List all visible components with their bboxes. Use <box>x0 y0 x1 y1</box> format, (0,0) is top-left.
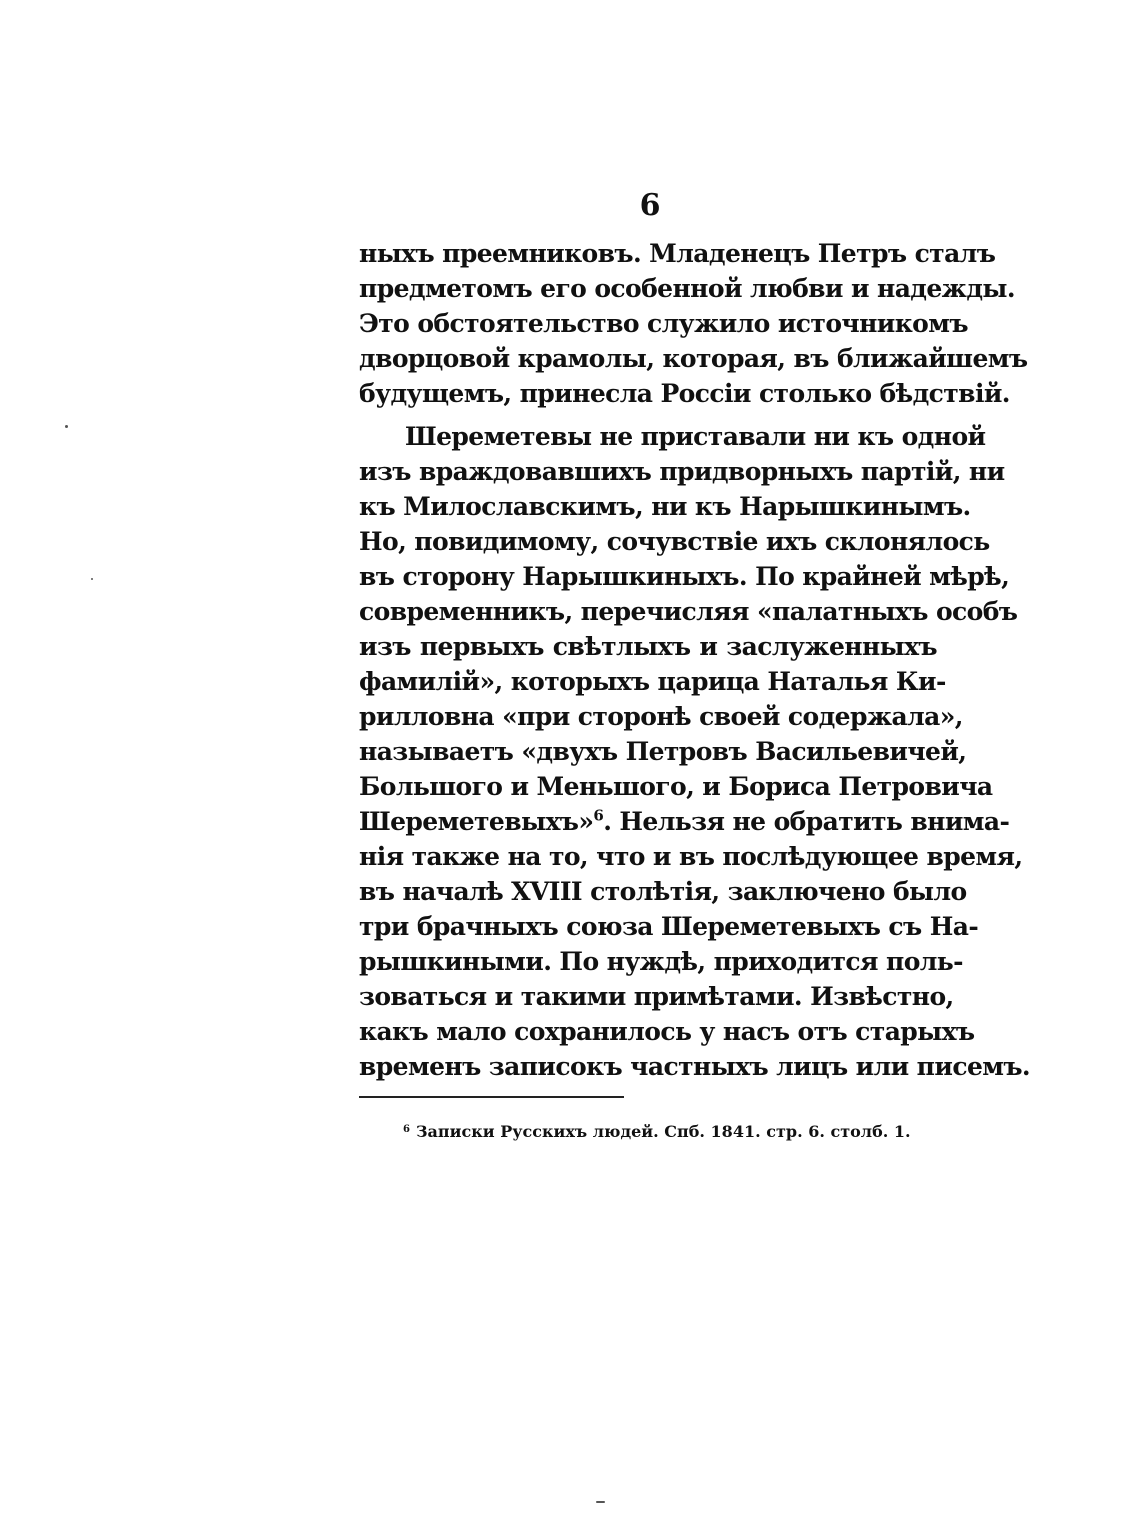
text-line: какъ мало сохранилось у насъ отъ старыхъ <box>359 1017 975 1046</box>
footnote-marker: 6 <box>403 1124 410 1135</box>
text-line: Шереметевы не приставали ни къ одной <box>405 422 986 451</box>
text-line: Большого и Меньшого, и Бориса Петровича <box>359 772 993 801</box>
text-line: называетъ «двухъ Петровъ Васильевичей, <box>359 737 967 766</box>
text-line: къ Милославскимъ, ни къ Нарышкинымъ. <box>359 492 971 521</box>
text-line: предметомъ его особенной любви и надежды. <box>359 274 1015 303</box>
text-line: изъ враждовавшихъ придворныхъ партій, ни <box>359 457 1005 486</box>
text-line: дворцовой крамолы, которая, въ ближайшемъ <box>359 344 1028 373</box>
text-line: ныхъ преемниковъ. Младенецъ Петръ сталъ <box>359 239 996 268</box>
text-line: Это обстоятельство служило источникомъ <box>359 309 968 338</box>
text-line: будущемъ, принесла Россіи столько бѣдствій. <box>359 379 1010 408</box>
text-line: рилловна «при сторонѣ своей содержала», <box>359 702 963 731</box>
text-line: изъ первыхъ свѣтлыхъ и заслуженныхъ <box>359 632 937 661</box>
footnote-divider <box>359 1096 624 1098</box>
footnote-reference: 6 <box>593 806 604 825</box>
page-number: 6 <box>639 188 661 223</box>
body-text <box>359 236 1031 1084</box>
footnote <box>403 1118 923 1144</box>
text-line: фамилій», которыхъ царица Наталья Ки- <box>359 667 946 696</box>
text-fragment: Шереметевыхъ» <box>359 807 594 836</box>
text-line-with-footnote-ref <box>359 804 1010 839</box>
footnote-text: Записки Русскихъ людей. Спб. 1841. стр. 6. столб. 1. <box>415 1122 911 1141</box>
text-line: въ началѣ XVIII столѣтія, заключено было <box>359 877 967 906</box>
text-line: три брачныхъ союза Шереметевыхъ съ На- <box>359 912 979 941</box>
scan-speck <box>65 425 68 428</box>
text-line: временъ записокъ частныхъ лицъ или писемъ. <box>359 1052 1031 1081</box>
text-fragment: . Нельзя не обратить внима- <box>603 807 1010 836</box>
text-line: рышкиными. По нуждѣ, приходится поль- <box>359 947 963 976</box>
scan-speck <box>596 1501 605 1503</box>
text-line: современникъ, перечисляя «палатныхъ особъ <box>359 597 1018 626</box>
text-line: въ сторону Нарышкиныхъ. По крайней мѣрѣ, <box>359 562 1010 591</box>
text-line: нія также на то, что и въ послѣдующее время, <box>359 842 1023 871</box>
text-line: зоваться и такими примѣтами. Извѣстно, <box>359 982 954 1011</box>
text-line: Но, повидимому, сочувствіе ихъ склонялось <box>359 527 990 556</box>
scan-speck <box>91 578 93 580</box>
